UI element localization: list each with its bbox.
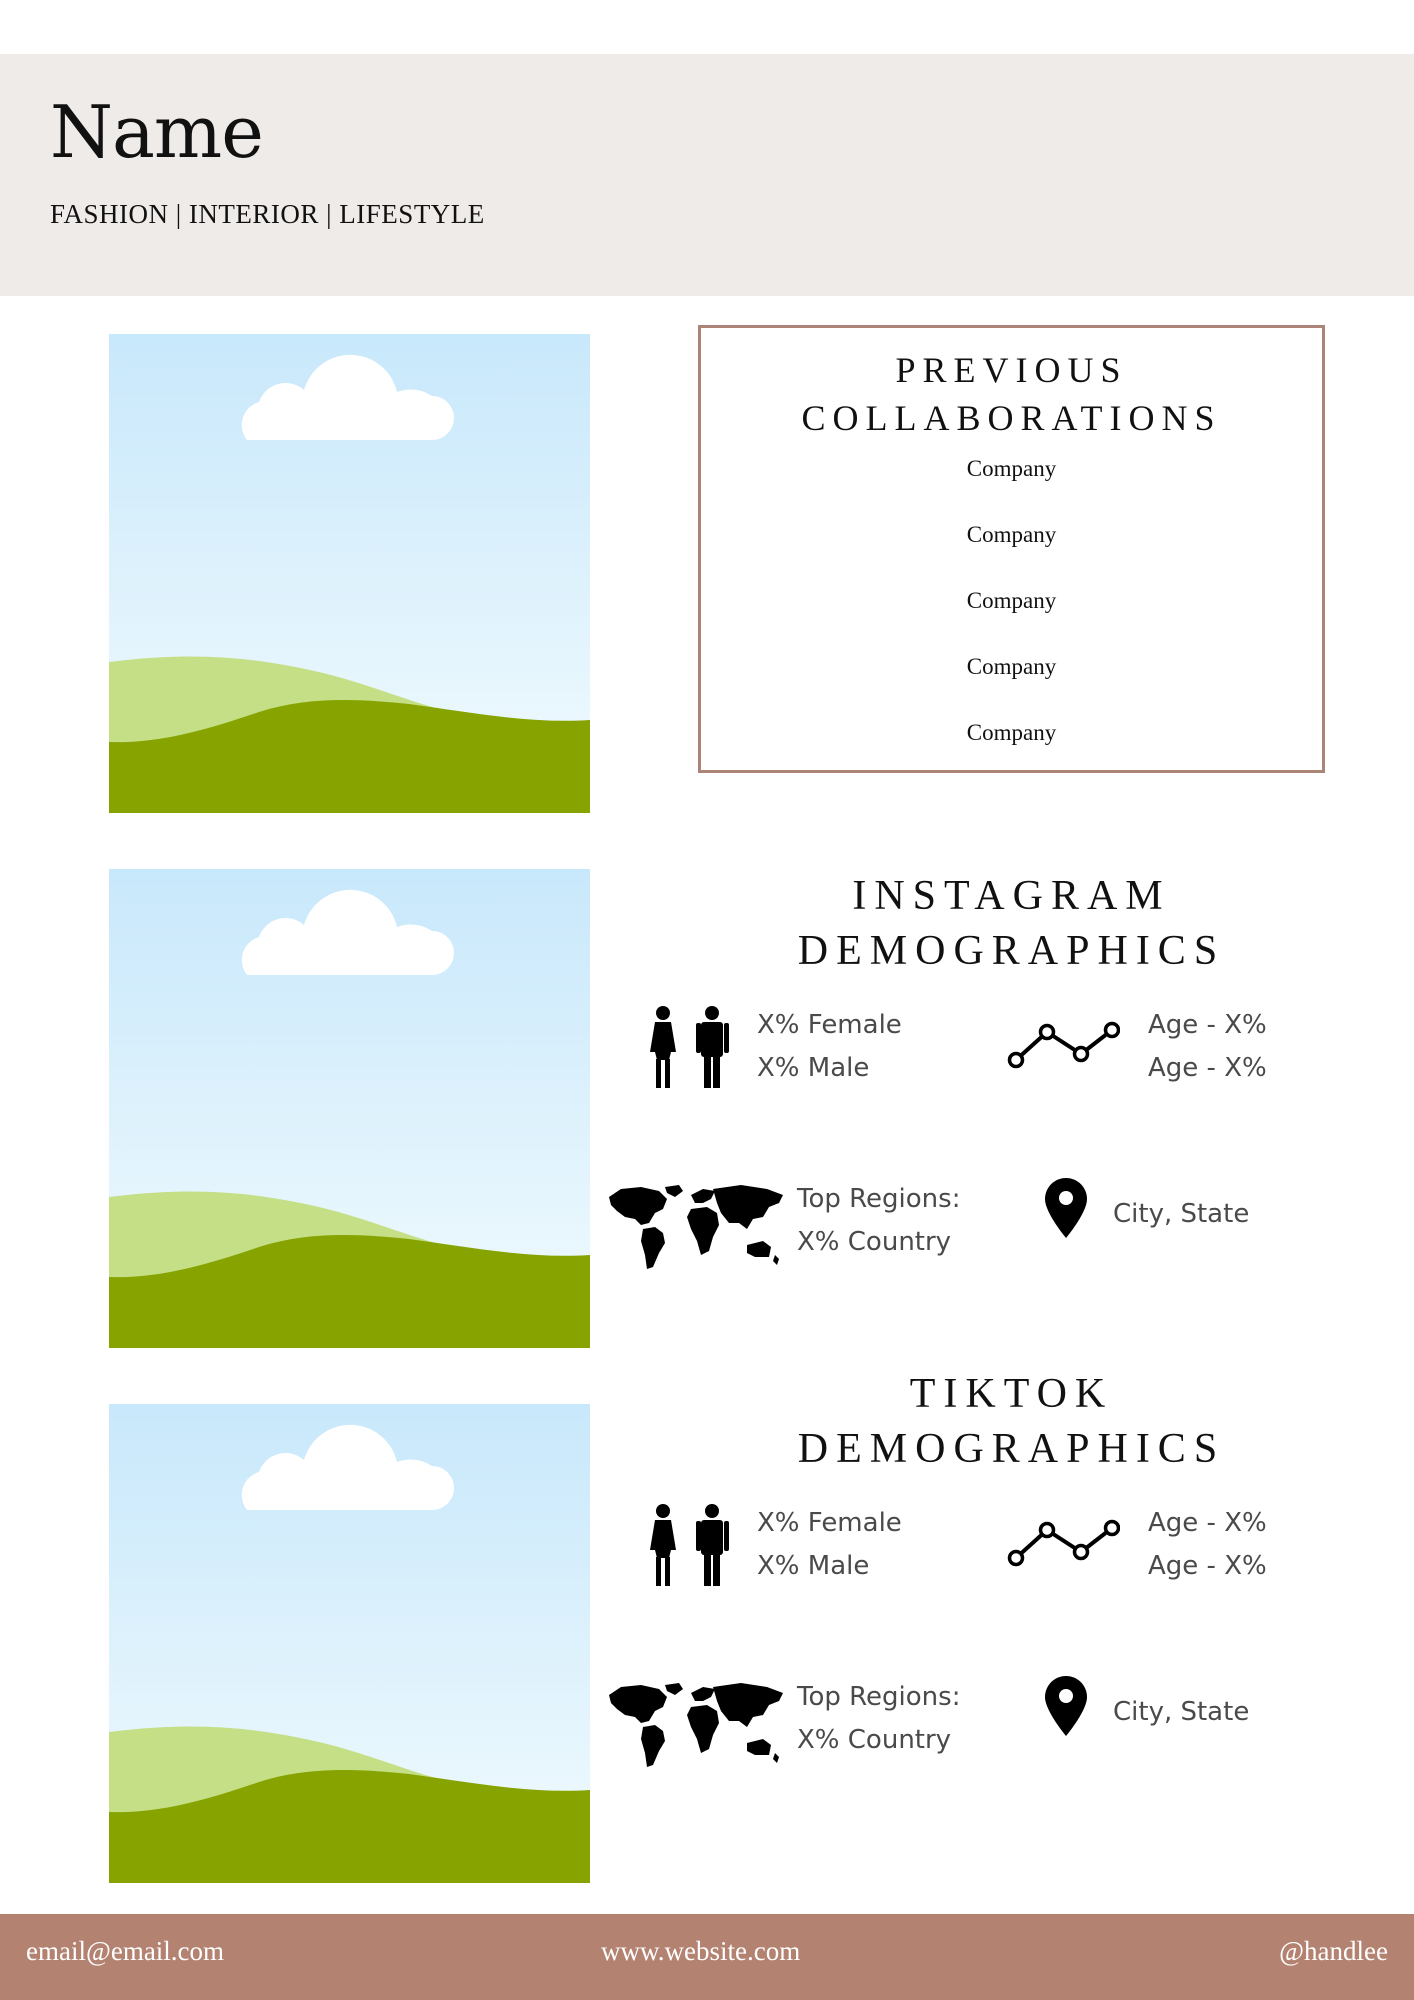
tiktok-location: City, State (1113, 1697, 1250, 1727)
instagram-region-stats: Top Regions: X% Country (797, 1184, 961, 1257)
photo-placeholder-3[interactable] (109, 1404, 590, 1883)
age-trend-icon (1005, 1018, 1120, 1070)
instagram-age-stats: Age - X% Age - X% (1148, 1010, 1267, 1083)
footer-handle[interactable]: @handlee (1279, 1936, 1388, 1966)
footer-website[interactable]: www.website.com (601, 1936, 801, 1966)
collaborations-box (698, 325, 1325, 773)
tiktok-demographics-title: TIKTOK DEMOGRAPHICS (797, 1371, 1226, 1472)
footer-email[interactable]: email@email.com (26, 1936, 225, 1966)
company-item: Company (966, 720, 1057, 745)
header-banner (0, 54, 1414, 296)
location-pin-icon (1045, 1676, 1087, 1736)
company-item: Company (966, 588, 1057, 613)
niche-tagline: FASHION | INTERIOR | LIFESTYLE (50, 199, 485, 229)
photo-placeholder-2[interactable] (109, 869, 590, 1348)
instagram-location: City, State (1113, 1199, 1250, 1229)
female-male-icon (645, 1503, 730, 1587)
company-item: Company (966, 456, 1057, 481)
tiktok-region-stats: Top Regions: X% Country (797, 1682, 961, 1755)
world-map-icon (607, 1681, 785, 1771)
tiktok-age-stats: Age - X% Age - X% (1148, 1508, 1267, 1581)
world-map-icon (607, 1183, 785, 1273)
company-item: Company (966, 522, 1057, 547)
age-trend-icon (1005, 1516, 1120, 1568)
contact-footer (0, 1914, 1414, 2000)
photo-placeholder-1[interactable] (109, 334, 590, 813)
female-male-icon (645, 1005, 730, 1089)
location-pin-icon (1045, 1178, 1087, 1238)
creator-name: Name (50, 90, 263, 174)
company-list (701, 454, 1322, 784)
instagram-gender-stats: X% Female X% Male (757, 1010, 902, 1083)
collaborations-title: PREVIOUS COLLABORATIONS (801, 350, 1222, 438)
instagram-demographics-title: INSTAGRAM DEMOGRAPHICS (797, 873, 1226, 974)
company-item: Company (966, 654, 1057, 679)
tiktok-gender-stats: X% Female X% Male (757, 1508, 902, 1581)
